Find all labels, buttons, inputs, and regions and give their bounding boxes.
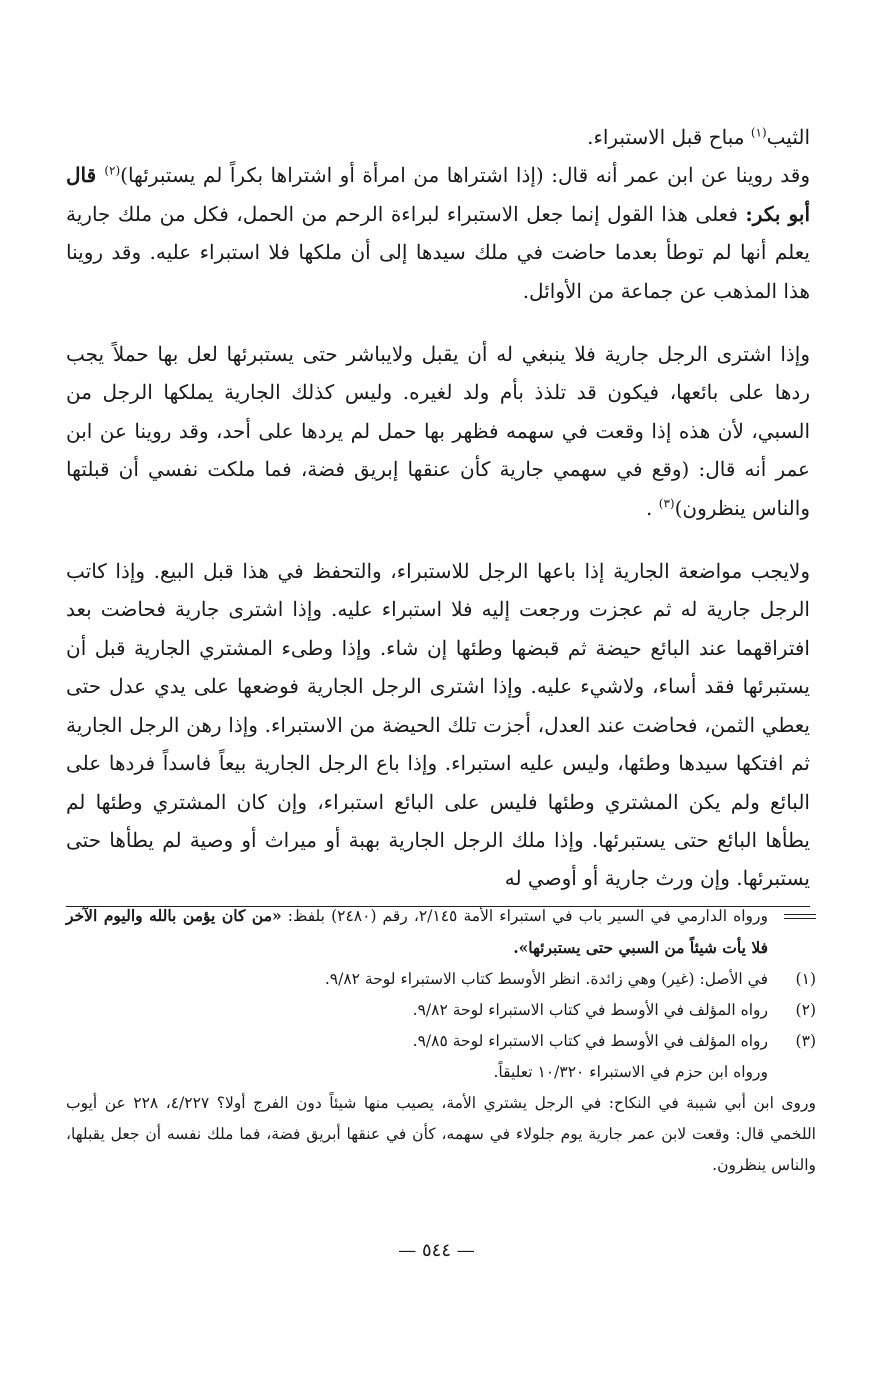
text-segment: فعلى هذا القول إنما جعل الاستبراء لبراءة الرحم من الحمل، فكل من ملك جارية يعلم أنها لم توطأ بعدما حاضت في ملك سيدها إلى أن ملكها فلا استبراء عليه. وقد روينا هذا المذهب عن جماعة من الأوائل. [66, 201, 810, 303]
main-text [66, 118, 810, 907]
footnote-ref: (١) [750, 125, 767, 140]
page-number: — ٥٤٤ — [398, 1240, 475, 1261]
footnotes [66, 900, 816, 1181]
text-segment: وإذا اشترى الرجل جارية فلا ينبغي له أن يقبل ولايباشر حتى يستبرئها لعل بها حملاً يجب ردها على بائعها، فيكون قد تلذذ بأم ولد لغيره. وليس كذلك الجارية يملكها الرجل من السبي، لأن هذه إذا وقعت في سهمه فظهر بها حمل لم يردها على أحد، وقد روينا عن ابن عمر أنه قال: (وقع في سهمي جارية كأن عنقها إبريق فضة، فما ملكت نفسي أن قبلتها والناس ينظرون) [66, 342, 810, 520]
footnote-2 [66, 995, 816, 1026]
footnote-3-extra: ورواه ابن حزم في الاستبراء ١٠/٣٢٠ تعليقاً. [493, 1063, 768, 1081]
footnote-number: (١) [795, 970, 816, 988]
footnote-ref: (٢) [104, 163, 121, 178]
footnote-number: (٢) [795, 1001, 816, 1019]
text-segment: وقد روينا عن ابن عمر أنه قال: (إذا اشتراها من امرأة أو اشتراها بكراً لم يستبرئها) [120, 163, 810, 188]
text-segment: الثيب [766, 125, 810, 149]
footnote-3 [66, 1026, 816, 1057]
footnote-ref: (٣) [658, 496, 675, 510]
paragraph-2 [66, 156, 810, 310]
footnote-3-more: وروى ابن أبي شيبة في النكاح: في الرجل يشتري الأمة، يصيب منها شيئاً دون الفرج أولا؟ ٤/٢٢٧، ٢٢٨ عن أيوب اللخمي قال: وقعت لابن عمر جارية يوم جلولاء في سهمه، كأن في عنقها أبريق فضة، فما ملك نفسه أن جعل يقبلها، والناس ينظرون. [66, 1094, 816, 1174]
hadith-quote: «من كان يؤمن بالله واليوم الآخر فلا يأت شيئاً من السبي حتى يستبرئها». [66, 906, 768, 957]
text-segment: . [646, 495, 659, 520]
continuation-mark [784, 914, 816, 922]
footnote-text: في الأصل: (غير) وهي زائدة. انظر الأوسط كتاب الاستبراء لوحة ٩/٨٢. [324, 970, 768, 988]
footnote-text: ورواه الدارمي في السير باب في استبراء الأمة ٢/١٤٥، رقم (٢٤٨٠) بلفظ: [281, 907, 768, 925]
paragraph-1 [66, 118, 810, 156]
footnote-continuation [66, 900, 816, 964]
footnote-1 [66, 964, 816, 995]
footnote-text: رواه المؤلف في الأوسط في كتاب الاستبراء لوحة ٩/٨٥. [412, 1032, 768, 1050]
paragraph-4: ولايجب مواضعة الجارية إذا باعها الرجل للاستبراء، والتحفظ في هذا قبل البيع. وإذا كاتب الرجل جارية له ثم عجزت ورجعت إليه فلا استبراء عليه. وإذا اشترى جارية فحاضت بعد افتراقهما عند البائع حيضة ثم قبضها وطئها إن شاء. وإذا وطىء المشتري الجارية قبل أن يستبرئها فقد أساء، ولاشيء عليه. وإذا اشترى الرجل الجارية فوضعها على يدي عدل حتى يعطي الثمن، فحاضت عند العدل، أجزت تلك الحيضة من الاستبراء. وإذا رهن الرجل الجارية ثم افتكها سيدها وطئها، وليس عليه استبراء. وإذا باع الرجل الجارية بيعاً فاسداً فردها على البائع ولم يكن المشتري وطئها فليس على البائع استبراء، وإن كان المشتري وطئها لم يطأها البائع حتى يستبرئها. وإذا ملك الرجل الجارية بهبة أو ميراث أو وصية لم يطأها حتى يستبرئها. وإن ورث جارية أو أوصي له [66, 559, 810, 891]
author-label: قال أبو بكر: [66, 163, 810, 226]
paragraph-3 [66, 335, 810, 527]
text-segment: مباح قبل الاستبراء. [587, 125, 751, 149]
footnote-number: (٣) [795, 1032, 816, 1050]
footnote-text: رواه المؤلف في الأوسط في كتاب الاستبراء لوحة ٩/٨٢. [412, 1001, 768, 1019]
